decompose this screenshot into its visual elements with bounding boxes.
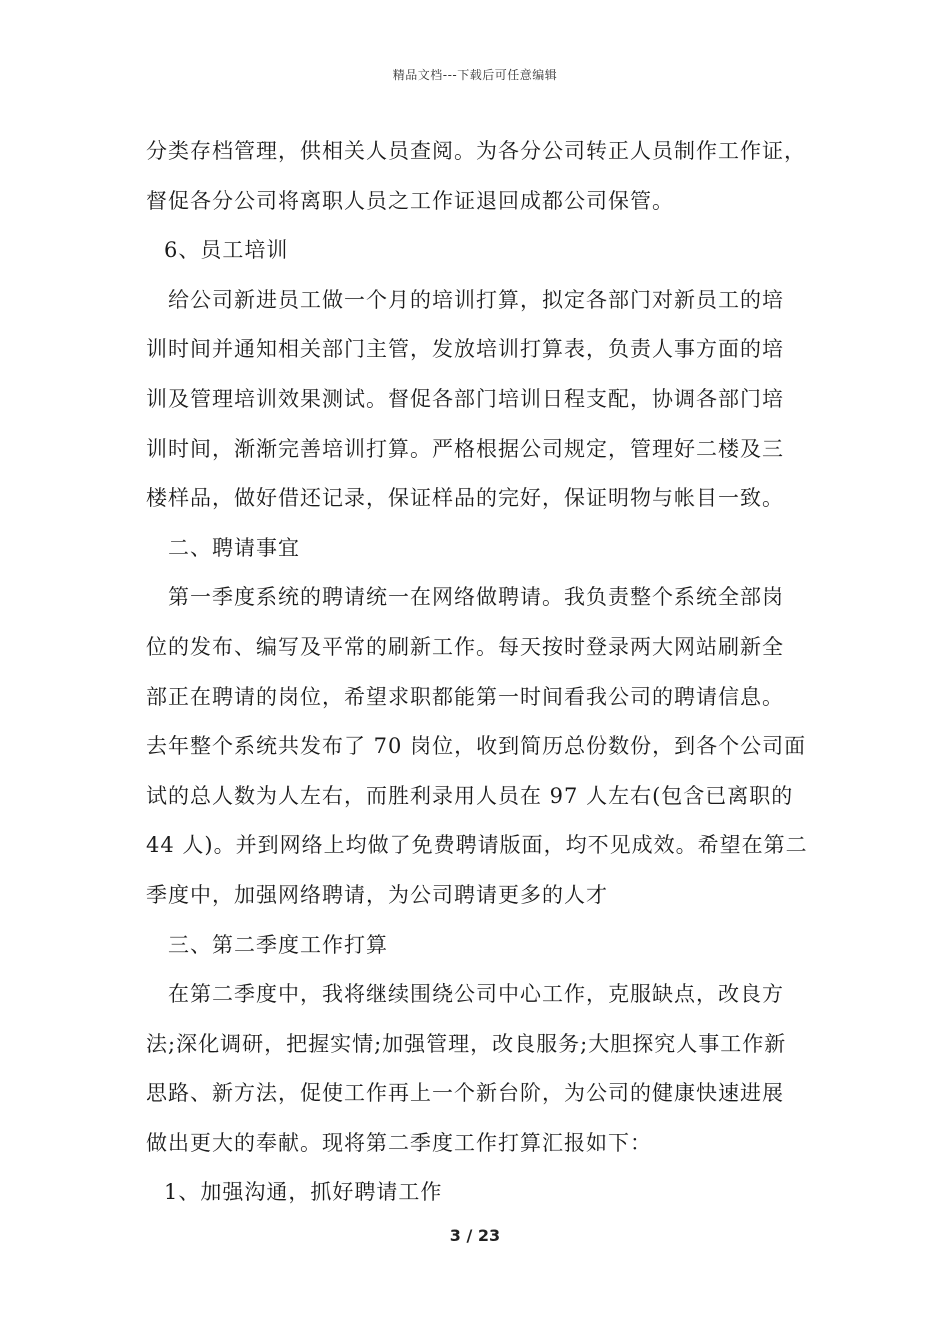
body-line: 督促各分公司将离职人员之工作证退回成都公司保管。 <box>146 188 674 213</box>
section-heading: 1、加强沟通，抓好聘请工作 <box>164 1180 443 1205</box>
page-header: 精品文档---下载后可任意编辑 <box>392 68 558 82</box>
body-line: 训及管理培训效果测试。督促各部门培训日程支配，协调各部门培 <box>146 386 784 411</box>
section-heading: 二、聘请事宜 <box>168 535 300 560</box>
body-line: 在第二季度中，我将继续围绕公司中心工作，克服缺点，改良方 <box>168 982 784 1007</box>
body-line: 训时间，渐渐完善培训打算。严格根据公司规定，管理好二楼及三 <box>146 436 784 461</box>
body-line: 给公司新进员工做一个月的培训打算，拟定各部门对新员工的培 <box>168 287 784 312</box>
page-number: 3 / 23 <box>449 1226 501 1245</box>
body-line: 训时间并通知相关部门主管，发放培训打算表，负责人事方面的培 <box>146 337 784 362</box>
body-line: 分类存档管理，供相关人员查阅。为各分公司转正人员制作工作证， <box>146 139 806 163</box>
body-line: 季度中，加强网络聘请，为公司聘请更多的人才 <box>146 882 608 907</box>
body-line: 思路、新方法，促使工作再上一个新台阶，为公司的健康快速进展 <box>146 1081 784 1106</box>
body-line: 法;深化调研，把握实情;加强管理，改良服务;大胆探究人事工作新 <box>146 1031 787 1056</box>
section-heading: 6、员工培训 <box>164 238 289 263</box>
body-line: 去年整个系统共发布了 70 岗位，收到简历总份数份，到各个公司面 <box>146 734 807 759</box>
document-body <box>146 127 816 1218</box>
section-heading: 三、第二季度工作打算 <box>168 932 388 957</box>
body-line: 做出更大的奉献。现将第二季度工作打算汇报如下： <box>146 1130 652 1155</box>
body-line: 楼样品，做好借还记录，保证样品的完好，保证明物与帐目一致。 <box>146 486 784 511</box>
body-line: 第一季度系统的聘请统一在网络做聘请。我负责整个系统全部岗 <box>168 585 784 610</box>
body-line: 部正在聘请的岗位，希望求职都能第一时间看我公司的聘请信息。 <box>146 684 784 709</box>
body-line: 44 人)。并到网络上均做了免费聘请版面，均不见成效。希望在第二 <box>146 833 808 858</box>
body-line: 位的发布、编写及平常的刷新工作。每天按时登录两大网站刷新全 <box>146 634 784 659</box>
body-line: 试的总人数为人左右，而胜利录用人员在 97 人左右(包含已离职的 <box>146 783 794 808</box>
